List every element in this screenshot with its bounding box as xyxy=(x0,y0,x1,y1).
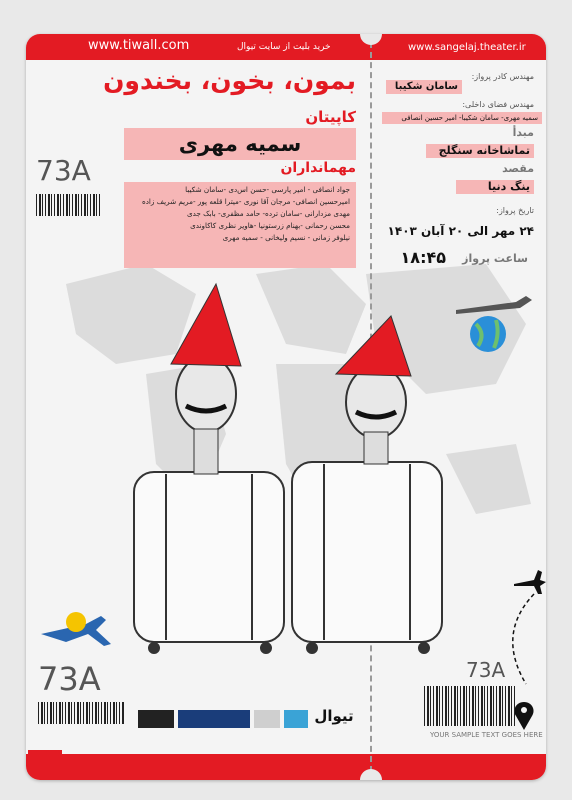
sponsor-logo-2 xyxy=(178,710,250,728)
crew-label: مهمانداران xyxy=(280,160,356,176)
crew-line: مهدی مزدارانی -سامان ترده- حامد مظفری- بابک جدی xyxy=(187,209,350,218)
location-pin-icon xyxy=(514,702,533,730)
flight-path xyxy=(513,594,534,684)
sample-text: YOUR SAMPLE TEXT GOES HERE xyxy=(430,731,543,739)
interior-label: مهندس فضای داخلی: xyxy=(462,100,534,109)
time-value: ۱۸:۴۵ xyxy=(400,248,446,267)
sponsor-logo-3 xyxy=(254,710,280,728)
sun-icon xyxy=(66,612,86,632)
crew-line: جواد انصافی - امیر پارسی -حسن اس‌دی -سامان شکیبا xyxy=(185,185,350,194)
plane-right-icon xyxy=(514,570,546,594)
right-red-hat xyxy=(336,316,411,376)
seat-code-right: 73A xyxy=(466,658,506,682)
tiwall-logo: تیوال xyxy=(314,707,354,725)
barcode-bottom-left xyxy=(38,702,124,724)
right-face xyxy=(346,366,406,464)
destination-label: مقصد xyxy=(502,162,534,175)
date-label: تاریخ پرواز: xyxy=(496,206,534,215)
sponsor-logo-1 xyxy=(138,710,174,728)
interior-names: سمیه مهری- سامان شکیبا- امیر حسین انصافی xyxy=(382,112,542,124)
buy-ticket-text: خرید بلیت از سایت تیوال xyxy=(237,42,331,52)
designer-name: سامان شکیبا xyxy=(386,80,462,94)
designer-label: مهندس کادر پرواز: xyxy=(471,72,534,81)
captain-label: کاپیتان xyxy=(305,108,356,126)
globe-icon xyxy=(470,316,506,352)
crew-line: نیلوفر زمانی - نسیم ولیخانی - سمیه مهری xyxy=(222,233,350,242)
captain-name: سمیه مهری xyxy=(178,132,302,156)
sangelaj-url[interactable]: www.sangelaj.theater.ir xyxy=(408,42,526,53)
ticket-poster xyxy=(26,34,546,780)
origin-label: مبدأ xyxy=(512,126,534,139)
barcode-right xyxy=(424,686,516,726)
show-title: بمون، بخون، بخندون xyxy=(103,66,356,95)
seat-code-top: 73A xyxy=(36,154,91,187)
left-red-hat xyxy=(171,284,241,366)
crew-line: محسن رحمانی -بهنام زرستونیا -هاویر نظری کاکاوندی xyxy=(190,221,350,230)
crew-line: امیرحسین انصافی- مرجان آقا نوری -میترا قلعه پور -مریم شریف زاده xyxy=(141,197,350,206)
date-value: ۲۴ مهر الی ۲۰ آبان ۱۴۰۳ xyxy=(387,224,534,238)
left-face xyxy=(176,356,236,474)
sponsor-logo-4 xyxy=(284,710,308,728)
left-suitcase xyxy=(134,472,284,653)
seat-code-bottom: 73A xyxy=(38,660,101,698)
time-label: ساعت پرواز xyxy=(462,252,528,265)
right-suitcase xyxy=(292,462,442,653)
destination-value: ینگ دنیا xyxy=(456,180,534,194)
plane-small-icon xyxy=(456,296,532,314)
origin-value: تماشاخانه سنگلج xyxy=(426,144,534,158)
tiwall-url[interactable]: www.tiwall.com xyxy=(88,38,190,53)
theater-emblem xyxy=(28,750,62,772)
